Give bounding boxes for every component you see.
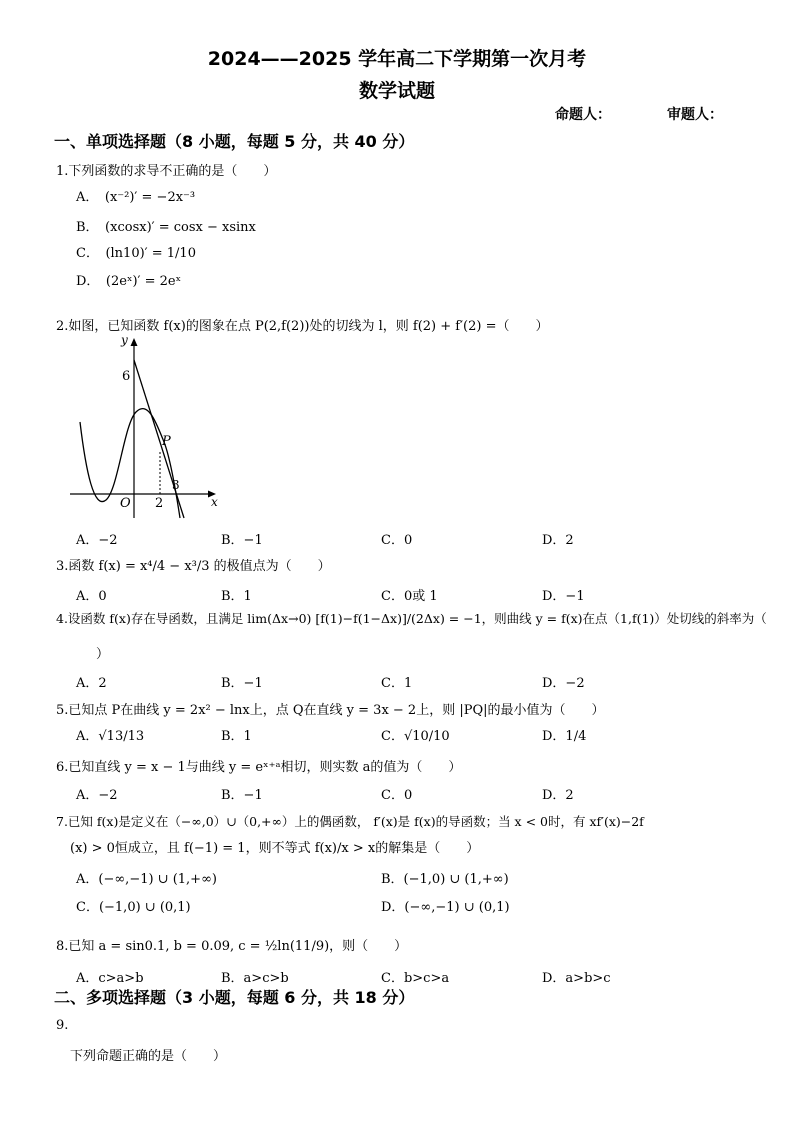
q1-stem: 1.下列函数的求导不正确的是（ ） [56, 164, 277, 179]
q8-option-d[interactable]: D．a>b>c [542, 971, 611, 986]
q7-stem-continued: (x) > 0恒成立，且 f(−1) = 1，则不等式 f(x)/x > x的解集是（ ） [70, 841, 480, 856]
q1-option-b[interactable]: B． (xcosx)′ = cosx − xsinx [76, 220, 256, 235]
q5-option-a[interactable]: A．√13/13 [76, 729, 145, 744]
q6-option-d[interactable]: D．2 [542, 788, 574, 803]
q3-option-a[interactable]: A．0 [76, 589, 107, 604]
q3-option-b[interactable]: B．1 [221, 589, 252, 604]
tick-label-6: 6 [122, 369, 131, 384]
q7-option-d[interactable]: D．(−∞,−1) ∪ (0,1) [381, 900, 510, 915]
q7-option-c[interactable]: C．(−1,0) ∪ (0,1) [76, 900, 191, 915]
section-heading-single-choice: 一、单项选择题（8 小题，每题 5 分，共 40 分） [54, 132, 415, 151]
q5-stem: 5.已知点 P在曲线 y = 2x² − lnx上，点 Q在直线 y = 3x − 2上，则 |PQ|的最小值为（ ） [56, 703, 605, 718]
q8-option-a[interactable]: A．c>a>b [76, 971, 144, 986]
q5-option-b[interactable]: B．1 [221, 729, 252, 744]
q2-option-a[interactable]: A．−2 [76, 533, 118, 548]
q5-option-c[interactable]: C．√10/10 [381, 729, 450, 744]
q2-option-c[interactable]: C．0 [381, 533, 413, 548]
q6-option-c[interactable]: C．0 [381, 788, 413, 803]
origin-label: O [120, 496, 131, 511]
y-axis-arrow [131, 338, 138, 346]
exam-title: 2024——2025 学年高二下学期第一次月考 [207, 48, 587, 70]
tick-label-3: 3 [172, 478, 180, 492]
q8-option-b[interactable]: B．a>c>b [221, 971, 289, 986]
q4-stem-continued: ） [96, 647, 110, 662]
q4-option-d[interactable]: D．−2 [542, 676, 585, 691]
q2-option-b[interactable]: B．−1 [221, 533, 263, 548]
q6-option-b[interactable]: B．−1 [221, 788, 263, 803]
x-axis-label: x [211, 495, 218, 509]
y-axis-label: y [121, 333, 128, 347]
exam-subtitle: 数学试题 [358, 80, 435, 102]
q4-option-b[interactable]: B．−1 [221, 676, 263, 691]
q7-stem: 7.已知 f(x)是定义在（−∞,0）∪（0,+∞）上的偶函数， f′(x)是 f(x)的导函数；当 x < 0时，有 xf′(x)−2f [56, 814, 644, 829]
q3-option-d[interactable]: D．−1 [542, 589, 585, 604]
q6-stem: 6.已知直线 y = x − 1与曲线 y = eˣ⁺ᵃ相切，则实数 a的值为（ ） [56, 760, 462, 775]
author-label: 命题人： [555, 107, 611, 123]
q4-stem: 4.设函数 f(x)存在导函数，且满足 lim(Δx→0) [f(1)−f(1−Δx)]/(2Δx) = −1，则曲线 y = f(x)在点（1,f(1)）处切线的斜率为（ [56, 611, 767, 626]
q4-option-a[interactable]: A．2 [76, 676, 107, 691]
q9-stem: 下列命题正确的是（ ） [70, 1049, 227, 1064]
q6-option-a[interactable]: A．−2 [76, 788, 118, 803]
q7-option-a[interactable]: A．(−∞,−1) ∪ (1,+∞) [76, 872, 217, 887]
q9-number: 9. [56, 1018, 69, 1033]
q3-option-c[interactable]: C．0或 1 [381, 589, 438, 604]
q1-option-d[interactable]: D． (2eˣ)′ = 2eˣ [76, 274, 182, 289]
q1-option-c[interactable]: C． (ln10)′ = 1/10 [76, 246, 196, 261]
q8-option-c[interactable]: C．b>c>a [381, 971, 450, 986]
q8-stem: 8.已知 a = sin0.1, b = 0.09, c = ½ln(11/9)，则（ ） [56, 939, 408, 954]
q5-option-d[interactable]: D．1/4 [542, 729, 587, 744]
section-heading-multiple-choice: 二、多项选择题（3 小题，每题 6 分，共 18 分） [54, 988, 415, 1007]
q2-stem: 2.如图，已知函数 f(x)的图象在点 P(2,f(2))处的切线为 l，则 f(2) + f′(2) =（ ） [56, 319, 549, 334]
reviewer-label: 审题人： [667, 107, 723, 123]
q2-function-graph [66, 332, 226, 522]
point-p-label: P [162, 434, 171, 449]
q1-option-a[interactable]: A． (x⁻²)′ = −2x⁻³ [76, 190, 196, 205]
q2-option-d[interactable]: D．2 [542, 533, 574, 548]
q7-option-b[interactable]: B．(−1,0) ∪ (1,+∞) [381, 872, 509, 887]
q4-option-c[interactable]: C．1 [381, 676, 413, 691]
tick-label-2: 2 [155, 496, 164, 511]
q3-stem: 3.函数 f(x) = x⁴/4 − x³/3 的极值点为（ ） [56, 559, 331, 574]
